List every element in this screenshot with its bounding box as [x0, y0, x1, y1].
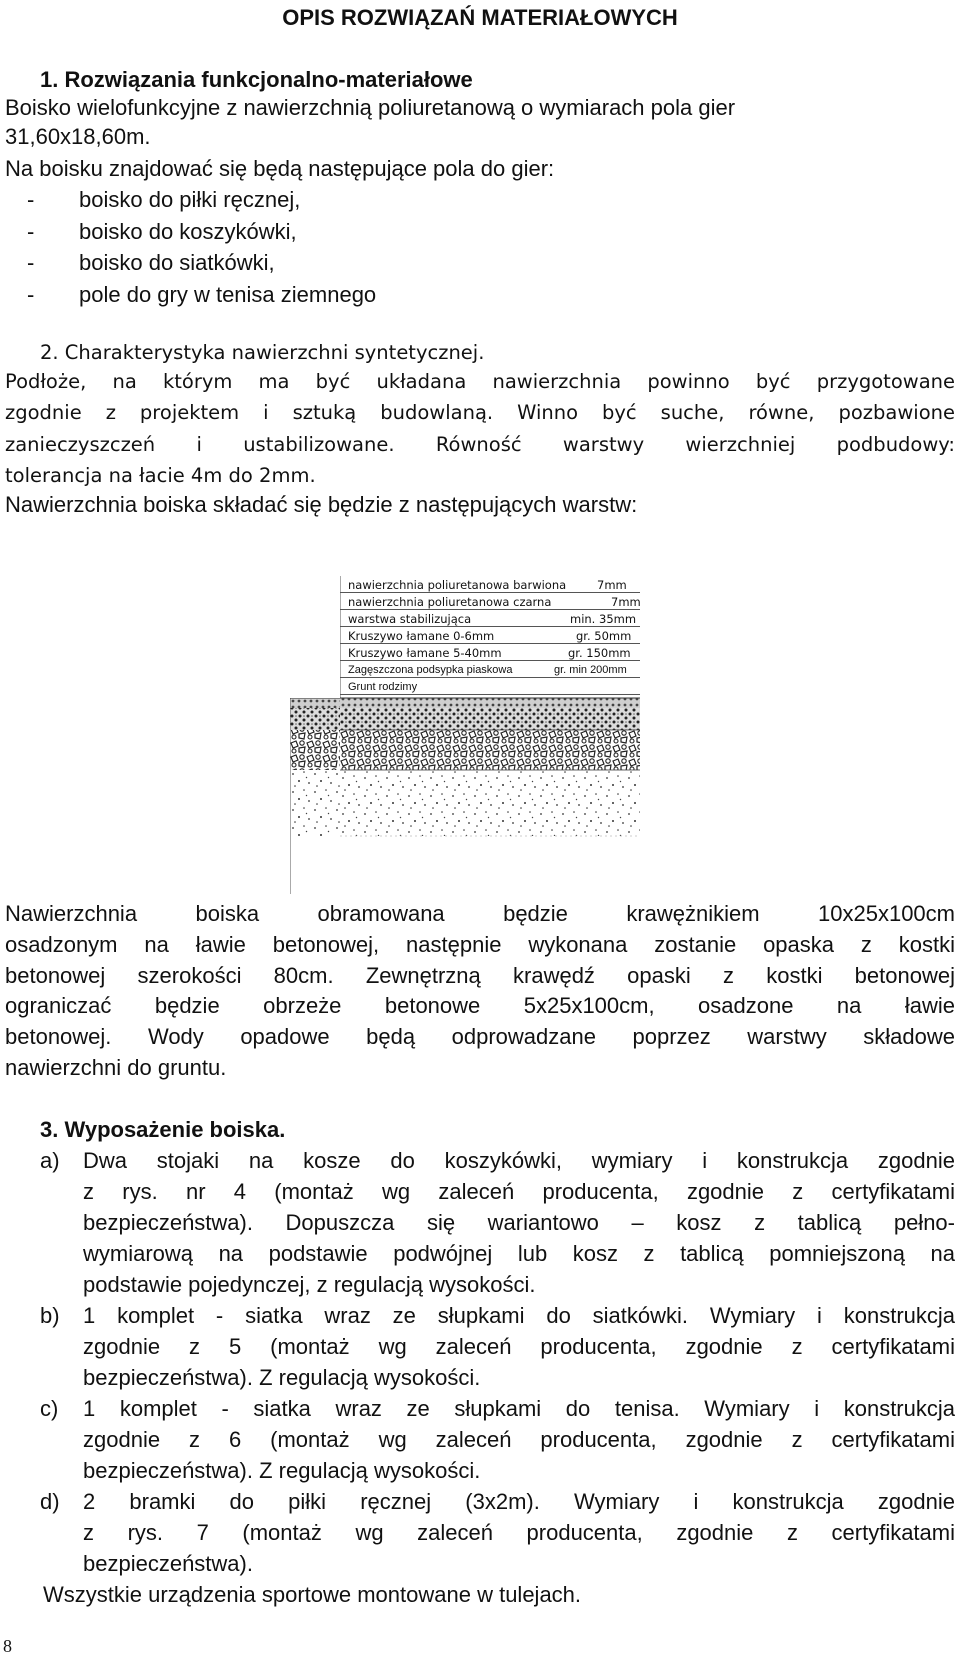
section-2-line: zgodnie z projektem i sztuką budowlaną. Winno być suche, równe, pozbawione [5, 401, 955, 424]
layer-name: Kruszywo łamane 0-6mm [348, 629, 495, 643]
layer-rule [340, 694, 640, 695]
layer-rule [340, 677, 640, 678]
list-item: boisko do piłki ręcznej, [79, 187, 301, 212]
section-3-heading: 3. Wyposażenie boiska. [40, 1117, 286, 1142]
section-1-line: Na boisku znajdować się będą następujące pola do gier: [5, 156, 555, 181]
curb-paragraph-line: betonowej. Wody opadowe będą odprowadzane poprzez warstwy składowe [5, 1024, 955, 1049]
layer-thickness: gr. 150mm [568, 646, 631, 660]
layer-rule [340, 660, 640, 661]
list-dash: - [27, 250, 35, 275]
list-item-label: a) [40, 1148, 60, 1173]
list-item: boisko do siatkówki, [79, 250, 275, 275]
equipment-line: 1 komplet - siatka wraz ze słupkami do tenisa. Wymiary i konstrukcja [83, 1396, 955, 1421]
list-item-label: d) [40, 1489, 60, 1514]
curb-paragraph-line: ograniczać będzie obrzeże betonowe 5x25x100cm, osadzone na ławie [5, 993, 955, 1018]
equipment-line: 1 komplet - siatka wraz ze słupkami do siatkówki. Wymiary i konstrukcja [83, 1303, 955, 1328]
layer-name: nawierzchnia poliuretanowa czarna [348, 595, 552, 609]
equipment-line: bezpieczeństwa). Z regulacją wysokości. [83, 1365, 481, 1390]
equipment-line: wymiarową na podstawie podwójnej lub kosz z tablicą pomniejszoną na [83, 1241, 955, 1266]
layer-cross-section-left [290, 698, 340, 894]
section-2-heading: 2. Charakterystyka nawierzchni syntetycznej. [40, 341, 485, 364]
curb-paragraph-line: nawierzchni do gruntu. [5, 1055, 227, 1080]
list-item: boisko do koszykówki, [79, 219, 297, 244]
equipment-line: Dwa stojaki na kosze do koszykówki, wymiary i konstrukcja zgodnie [83, 1148, 955, 1173]
section-2-line: tolerancja na łacie 4m do 2mm. [5, 464, 316, 487]
section-2-line: zanieczyszczeń i ustabilizowane. Równość warstwy wierzchniej podbudowy: [5, 433, 955, 456]
curb-paragraph-line: Nawierzchnia boiska obramowana będzie krawężnikiem 10x25x100cm [5, 901, 955, 926]
list-dash: - [27, 187, 35, 212]
section-2-line: Podłoże, na którym ma być układana nawierzchnia powinno być przygotowane [5, 370, 955, 393]
layer-name: Kruszywo łamane 5-40mm [348, 646, 502, 660]
page-number: 8 [3, 1636, 12, 1656]
layer-name: warstwa stabilizująca [348, 612, 472, 626]
layer-rule [340, 609, 640, 610]
equipment-line: 2 bramki do piłki ręcznej (3x2m). Wymiary i konstrukcja zgodnie [83, 1489, 955, 1514]
equipment-line: z rys. nr 4 (montaż wg zaleceń producenta, zgodnie z certyfikatami [83, 1179, 955, 1204]
list-item-label: b) [40, 1303, 60, 1328]
equipment-line: bezpieczeństwa). [83, 1551, 253, 1576]
closing-line: Wszystkie urządzenia sportowe montowane w tulejach. [43, 1582, 582, 1607]
curb-paragraph-line: betonowej szerokości 80cm. Zewnętrzną krawędź opaski z kostki betonowej [5, 963, 955, 988]
layer-rule [340, 592, 640, 593]
section-1-line: 31,60x18,60m. [5, 124, 151, 149]
list-item: pole do gry w tenisa ziemnego [79, 282, 377, 307]
equipment-line: zgodnie z 6 (montaż wg zaleceń producenta, zgodnie z certyfikatami [83, 1427, 955, 1452]
layer-name: Zagęszczona podsypka piaskowa [348, 664, 513, 676]
equipment-line: z rys. 7 (montaż wg zaleceń producenta, zgodnie z certyfikatami [83, 1520, 955, 1545]
layer-rule [340, 643, 640, 644]
layer-thickness: 7mm [611, 595, 641, 609]
document-title: OPIS ROZWIĄZAŃ MATERIAŁOWYCH [282, 5, 678, 30]
equipment-line: podstawie pojedynczej, z regulacją wysokości. [83, 1272, 536, 1297]
curb-paragraph-line: osadzonym na ławie betonowej, następnie wykonana zostanie opaska z kostki [5, 932, 955, 957]
section-1-line: Boisko wielofunkcyjne z nawierzchnią poliuretanową o wymiarach pola gier [5, 95, 736, 120]
layer-name: Grunt rodzimy [348, 681, 418, 693]
layer-name: nawierzchnia poliuretanowa barwiona [348, 578, 567, 592]
equipment-line: bezpieczeństwa). Dopuszcza się wariantowo – kosz z tablicą pełno- [83, 1210, 955, 1235]
layer-thickness: gr. 50mm [576, 629, 632, 643]
list-item-label: c) [40, 1396, 59, 1421]
layer-thickness: 7mm [597, 578, 627, 592]
layer-thickness: min. 35mm [570, 612, 637, 626]
list-dash: - [27, 219, 35, 244]
equipment-line: bezpieczeństwa). Z regulacją wysokości. [83, 1458, 481, 1483]
layers-intro: Nawierzchnia boiska składać się będzie z następujących warstw: [5, 492, 638, 517]
list-dash: - [27, 282, 35, 307]
equipment-line: zgodnie z 5 (montaż wg zaleceń producenta, zgodnie z certyfikatami [83, 1334, 955, 1359]
layer-thickness: gr. min 200mm [554, 664, 627, 676]
section-1-heading: 1. Rozwiązania funkcjonalno-materiałowe [40, 67, 473, 92]
layer-rule [340, 626, 640, 627]
